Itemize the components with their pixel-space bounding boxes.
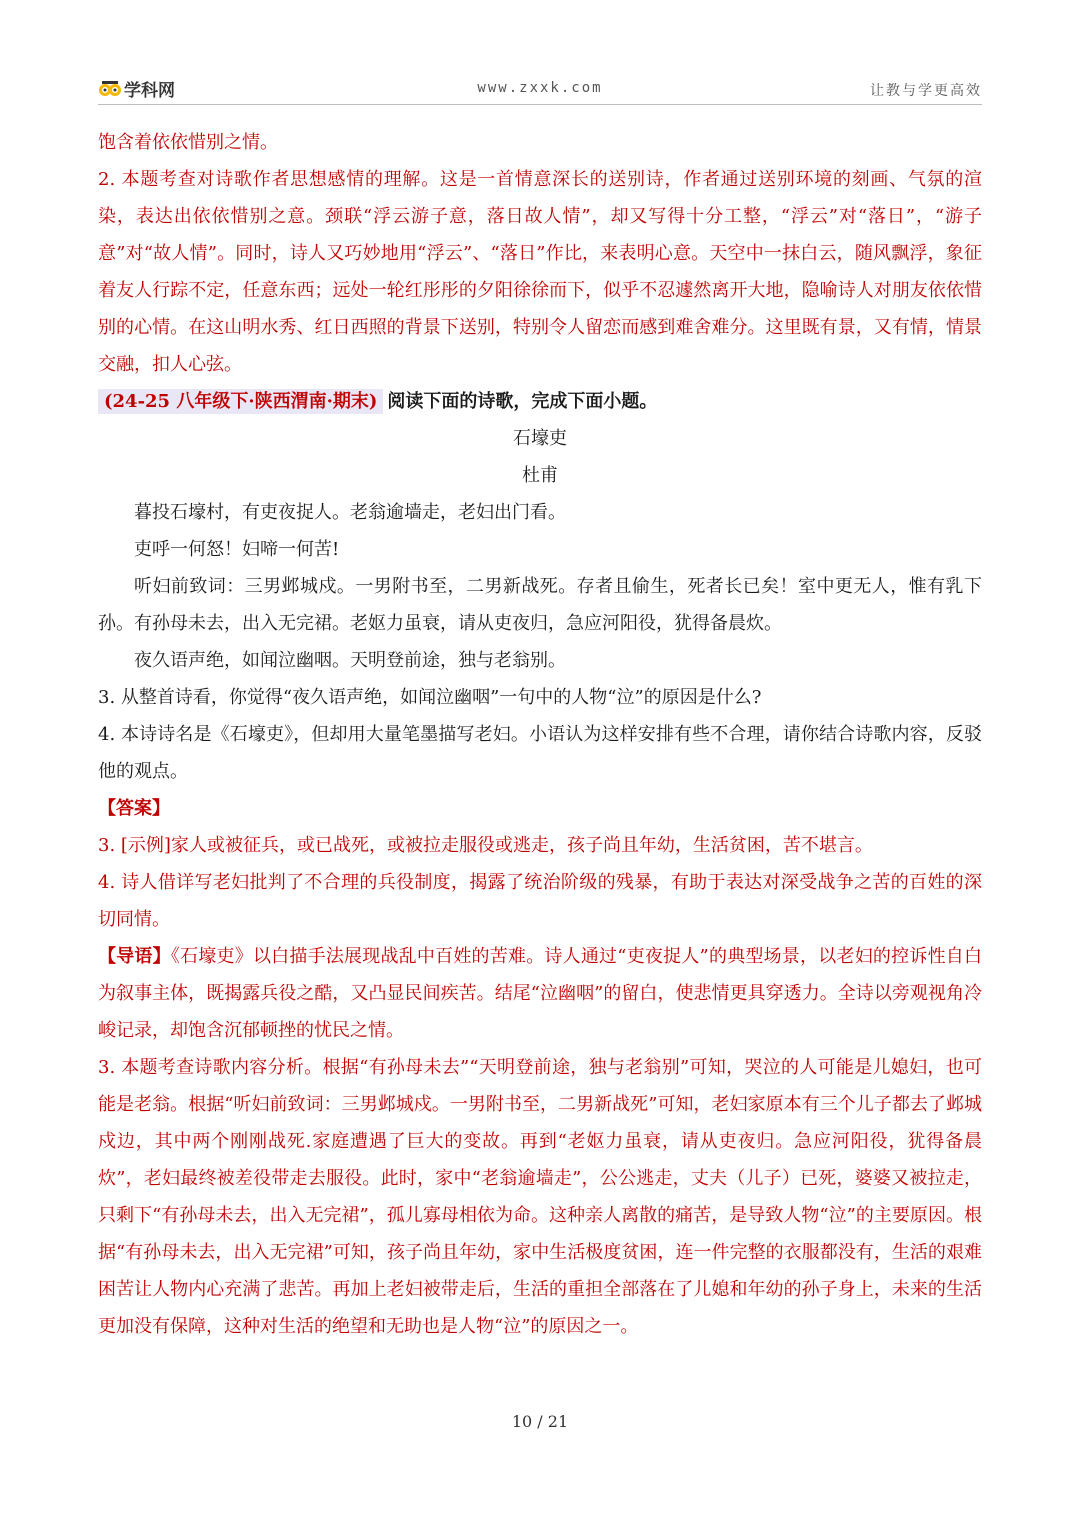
guide-label: 【导语】 xyxy=(98,946,171,967)
document-body xyxy=(98,124,982,1345)
answer-continuation: 饱含着依依惜别之情。 xyxy=(98,132,278,153)
slogan: 让教与学更高效 xyxy=(870,83,982,99)
analysis-2: 2. 本题考查对诗歌作者思想感情的理解。这是一首情意深长的送别诗，作者通过送别环境的刻画、气氛的渲染，表达出依依惜别之意。颈联“浮云游子意，落日故人情”，却又写得十分工整，“浮云”对“落日”，“游子意”对“故人情”。同时，诗人又巧妙地用“浮云”、“落日”作比，来表明心意。天空中一抹白云，随风飘浮，象征着友人行踪不定，任意东西；远处一轮红彤彤的夕阳徐徐而下，似乎不忍遽然离开大地，隐喻诗人对朋友依依惜别的心情。在这山明水秀、红日西照的背景下送别，特别令人留恋而感到难舍难分。这里既有景，又有情，情景交融，扣人心弦。 xyxy=(98,169,982,375)
analysis-3: 3. 本题考查诗歌内容分析。根据“有孙母未去”“天明登前途，独与老翁别”可知，哭泣的人可能是儿媳妇，也可能是老翁。根据“听妇前致词：三男邺城戍。一男附书至，二男新战死”可知，老妇家原本有三个儿子都去了邺城戍边，其中两个刚刚战死.家庭遭遇了巨大的变故。再到“老妪力虽衰，请从吏夜归。急应河阳役，犹得备晨炊”，老妇最终被差役带走去服役。此时，家中“老翁逾墙走”，公公逃走，丈夫（儿子）已死，婆婆又被拉走，只剩下“有孙母未去，出入无完裙”，孤儿寡母相依为命。这种亲人离散的痛苦，是导致人物“泣”的主要原因。根据“有孙母未去，出入无完裙”可知，孩子尚且年幼，家中生活极度贫困，连一件完整的衣服都没有，生活的艰难困苦让人物内心充满了悲苦。再加上老妇被带走后，生活的重担全部落在了儿媳和年幼的孙子身上，未来的生活更加没有保障，这种对生活的绝望和无助也是人物“泣”的原因之一。 xyxy=(98,1057,982,1337)
answer-4: 4. 诗人借详写老妇批判了不合理的兵役制度，揭露了统治阶级的残暴，有助于表达对深受战争之苦的百姓的深切同情。 xyxy=(98,872,982,930)
poem-author: 杜甫 xyxy=(522,465,558,486)
instruction: 阅读下面的诗歌，完成下面小题。 xyxy=(387,391,658,412)
poem-line: 暮投石壕村，有吏夜捉人。老翁逾墙走，老妇出门看。 xyxy=(134,502,566,523)
page-number: 10 / 21 xyxy=(511,1412,569,1431)
poem-line: 夜久语声绝，如闻泣幽咽。天明登前途，独与老翁别。 xyxy=(134,650,566,671)
poem-title: 石壕吏 xyxy=(513,428,567,449)
answer-label: 【答案】 xyxy=(98,798,170,819)
question-4: 4. 本诗诗名是《石壕吏》，但却用大量笔墨描写老妇。小语认为这样安排有些不合理，请你结合诗歌内容，反驳他的观点。 xyxy=(98,724,982,782)
poem-line: 听妇前致词：三男邺城戍。一男附书至，二男新战死。存者且偷生，死者长已矣！室中更无人，惟有乳下孙。有孙母未去，出入无完裙。老妪力虽衰，请从吏夜归，急应河阳役，犹得备晨炊。 xyxy=(98,576,982,634)
site-url[interactable]: www.zxxk.com xyxy=(477,80,603,96)
page-header xyxy=(98,74,982,105)
guide-paragraph xyxy=(98,938,982,1049)
guide-text: 《石壕吏》以白描手法展现战乱中百姓的苦难。诗人通过“吏夜捉人”的典型场景，以老妇的控诉性自白为叙事主体，既揭露兵役之酷，又凸显民间疾苦。结尾“泣幽咽”的留白，使悲情更具穿透力。全诗以旁观视角冷峻记录，却饱含沉郁顿挫的忧民之情。 xyxy=(98,946,983,1041)
logo-text: 学科网 xyxy=(124,81,175,101)
answer-3: 3. [示例]家人或被征兵，或已战死，或被拉走服役或逃走，孩子尚且年幼，生活贫困，苦不堪言。 xyxy=(98,835,873,856)
question-3: 3. 从整首诗看，你觉得“夜久语声绝，如闻泣幽咽”一句中的人物“泣”的原因是什么? xyxy=(98,687,762,708)
source-tag: (24-25 八年级下·陕西渭南·期末) xyxy=(98,389,383,414)
question-intro xyxy=(98,383,982,420)
poem-line: 吏呼一何怒！妇啼一何苦! xyxy=(134,539,340,560)
